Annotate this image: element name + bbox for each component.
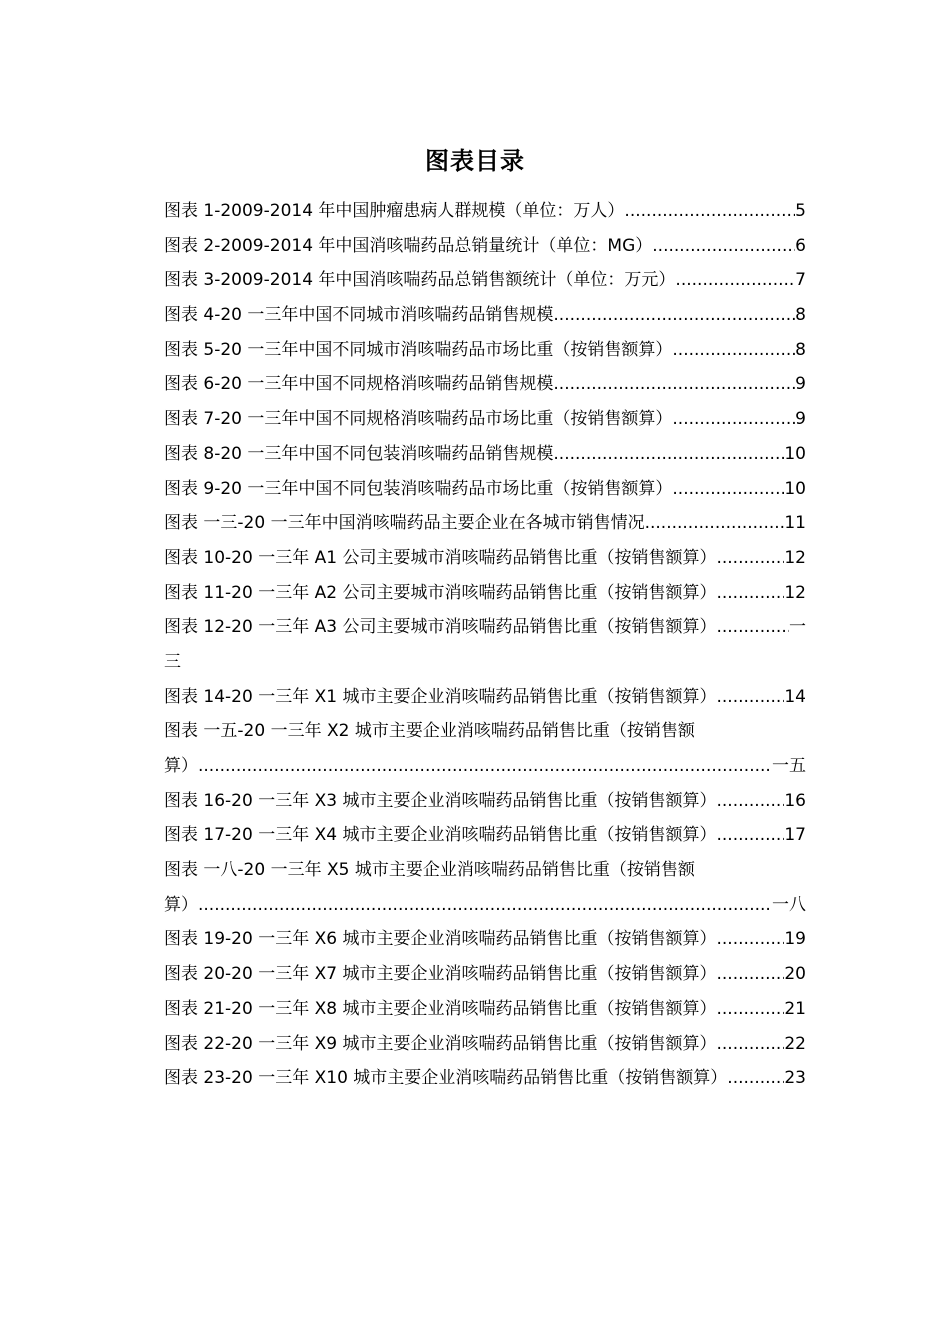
toc-entry-title: 图表 一五-20 一三年 X2 城市主要企业消咳喘药品销售比重（按销售额 (164, 721, 695, 742)
toc-entry[interactable] (164, 472, 806, 507)
toc-leader-dots (716, 1027, 784, 1062)
toc-entry[interactable] (164, 610, 806, 679)
toc-page-number: 一 (789, 617, 806, 638)
toc-entry-title: 图表 21-20 一三年 X8 城市主要企业消咳喘药品销售比重（按销售额算） (164, 998, 717, 1019)
toc-page-number: 6 (795, 235, 806, 256)
toc-entry[interactable] (164, 298, 806, 333)
toc-entry-title: 图表 一八-20 一三年 X5 城市主要企业消咳喘药品销售比重（按销售额 (164, 860, 695, 881)
toc-leader-dots (675, 263, 795, 298)
toc-page-number: 5 (795, 201, 806, 221)
toc-page-number: 12 (784, 582, 806, 603)
toc-entry[interactable] (164, 194, 806, 229)
toc-page-number: 7 (795, 270, 806, 291)
toc-page-number: 一五 (772, 756, 806, 777)
toc-entry-title: 图表 17-20 一三年 X4 城市主要企业消咳喘药品销售比重（按销售额算） (164, 825, 717, 846)
toc-page-number: 22 (784, 1033, 806, 1054)
toc-entry[interactable] (164, 229, 806, 264)
toc-entry-title: 图表 1-2009-2014 年中国肿瘤患病人群规模（单位：万人） (164, 201, 625, 221)
toc-entry[interactable] (164, 714, 806, 783)
toc-entry-title: 图表 12-20 一三年 A3 公司主要城市消咳喘药品销售比重（按销售额算） (164, 617, 717, 638)
toc-leader-dots (716, 784, 784, 819)
toc-entry[interactable] (164, 853, 806, 922)
toc-entry-title: 图表 22-20 一三年 X9 城市主要企业消咳喘药品销售比重（按销售额算） (164, 1033, 717, 1054)
toc-entry-title: 图表 一三-20 一三年中国消咳喘药品主要企业在各城市销售情况 (164, 513, 645, 534)
toc-entry[interactable] (164, 402, 806, 437)
toc-page-number: 12 (784, 547, 806, 568)
toc-page-number: 20 (784, 964, 806, 985)
toc-leader-dots (716, 680, 784, 715)
table-of-figures (164, 194, 806, 1096)
page-title: 图表目录 (425, 147, 525, 176)
toc-page-number: 23 (784, 1068, 806, 1089)
toc-entry[interactable] (164, 922, 806, 957)
toc-leader-dots (716, 610, 789, 645)
toc-leader-dots (553, 298, 795, 333)
toc-leader-dots (624, 194, 795, 229)
toc-entry[interactable] (164, 263, 806, 298)
toc-page-number: 10 (784, 443, 806, 464)
toc-entry-continuation: 算） (164, 894, 198, 915)
toc-entry[interactable] (164, 784, 806, 819)
toc-leader-dots (672, 472, 784, 507)
toc-leader-dots (716, 992, 784, 1027)
toc-leader-dots (553, 367, 795, 402)
toc-entry[interactable] (164, 541, 806, 576)
toc-entry-title: 图表 4-20 一三年中国不同城市消咳喘药品销售规模 (164, 305, 554, 326)
toc-page-number: 21 (784, 998, 806, 1019)
toc-leader-dots (716, 576, 784, 611)
toc-page-number: 11 (784, 513, 806, 534)
toc-page-number: 9 (795, 409, 806, 430)
toc-entry-continuation: 算） (164, 756, 198, 777)
toc-page-number: 16 (784, 790, 806, 811)
toc-page-number: 9 (795, 374, 806, 395)
toc-entry[interactable] (164, 367, 806, 402)
toc-page-number: 14 (784, 686, 806, 707)
toc-entry[interactable] (164, 333, 806, 368)
toc-leader-dots (645, 506, 785, 541)
toc-page-number: 8 (795, 339, 806, 360)
toc-leader-dots (716, 541, 784, 576)
toc-page-number: 17 (784, 825, 806, 846)
toc-entry-title: 图表 8-20 一三年中国不同包装消咳喘药品销售规模 (164, 443, 554, 464)
toc-leader-dots (553, 437, 784, 472)
toc-entry[interactable] (164, 437, 806, 472)
toc-entry-title: 图表 16-20 一三年 X3 城市主要企业消咳喘药品销售比重（按销售额算） (164, 790, 717, 811)
toc-entry-title: 图表 5-20 一三年中国不同城市消咳喘药品市场比重（按销售额算） (164, 339, 673, 360)
toc-entry-title: 图表 10-20 一三年 A1 公司主要城市消咳喘药品销售比重（按销售额算） (164, 547, 717, 568)
toc-entry[interactable] (164, 506, 806, 541)
toc-entry[interactable] (164, 992, 806, 1027)
toc-entry[interactable] (164, 1061, 806, 1096)
toc-entry-title: 图表 7-20 一三年中国不同规格消咳喘药品市场比重（按销售额算） (164, 409, 673, 430)
toc-entry-title: 图表 20-20 一三年 X7 城市主要企业消咳喘药品销售比重（按销售额算） (164, 964, 717, 985)
toc-leader-dots (716, 818, 784, 853)
toc-entry[interactable] (164, 818, 806, 853)
toc-leader-dots (652, 229, 795, 264)
toc-entry-continuation: 三 (164, 651, 181, 672)
toc-page-number: 8 (795, 305, 806, 326)
toc-entry-title: 图表 6-20 一三年中国不同规格消咳喘药品销售规模 (164, 374, 554, 395)
toc-leader-dots (672, 402, 795, 437)
toc-page-number: 10 (784, 478, 806, 499)
toc-entry-title: 图表 11-20 一三年 A2 公司主要城市消咳喘药品销售比重（按销售额算） (164, 582, 717, 603)
toc-entry[interactable] (164, 1027, 806, 1062)
toc-page-number: 一八 (772, 894, 806, 915)
toc-entry-title: 图表 2-2009-2014 年中国消咳喘药品总销量统计（单位：MG） (164, 235, 653, 256)
toc-entry-title: 图表 14-20 一三年 X1 城市主要企业消咳喘药品销售比重（按销售额算） (164, 686, 717, 707)
toc-entry-title: 图表 19-20 一三年 X6 城市主要企业消咳喘药品销售比重（按销售额算） (164, 929, 717, 950)
toc-entry[interactable] (164, 957, 806, 992)
toc-leader-dots (716, 957, 784, 992)
toc-leader-dots (727, 1061, 784, 1096)
toc-entry[interactable] (164, 680, 806, 715)
toc-leader-dots (198, 888, 772, 923)
toc-entry-title: 图表 23-20 一三年 X10 城市主要企业消咳喘药品销售比重（按销售额算） (164, 1068, 728, 1089)
toc-leader-dots (198, 749, 772, 784)
toc-entry-title: 图表 9-20 一三年中国不同包装消咳喘药品市场比重（按销售额算） (164, 478, 673, 499)
toc-page-number: 19 (784, 929, 806, 950)
toc-entry[interactable] (164, 576, 806, 611)
toc-entry-title: 图表 3-2009-2014 年中国消咳喘药品总销售额统计（单位：万元） (164, 270, 676, 291)
toc-leader-dots (672, 333, 795, 368)
toc-leader-dots (716, 922, 784, 957)
